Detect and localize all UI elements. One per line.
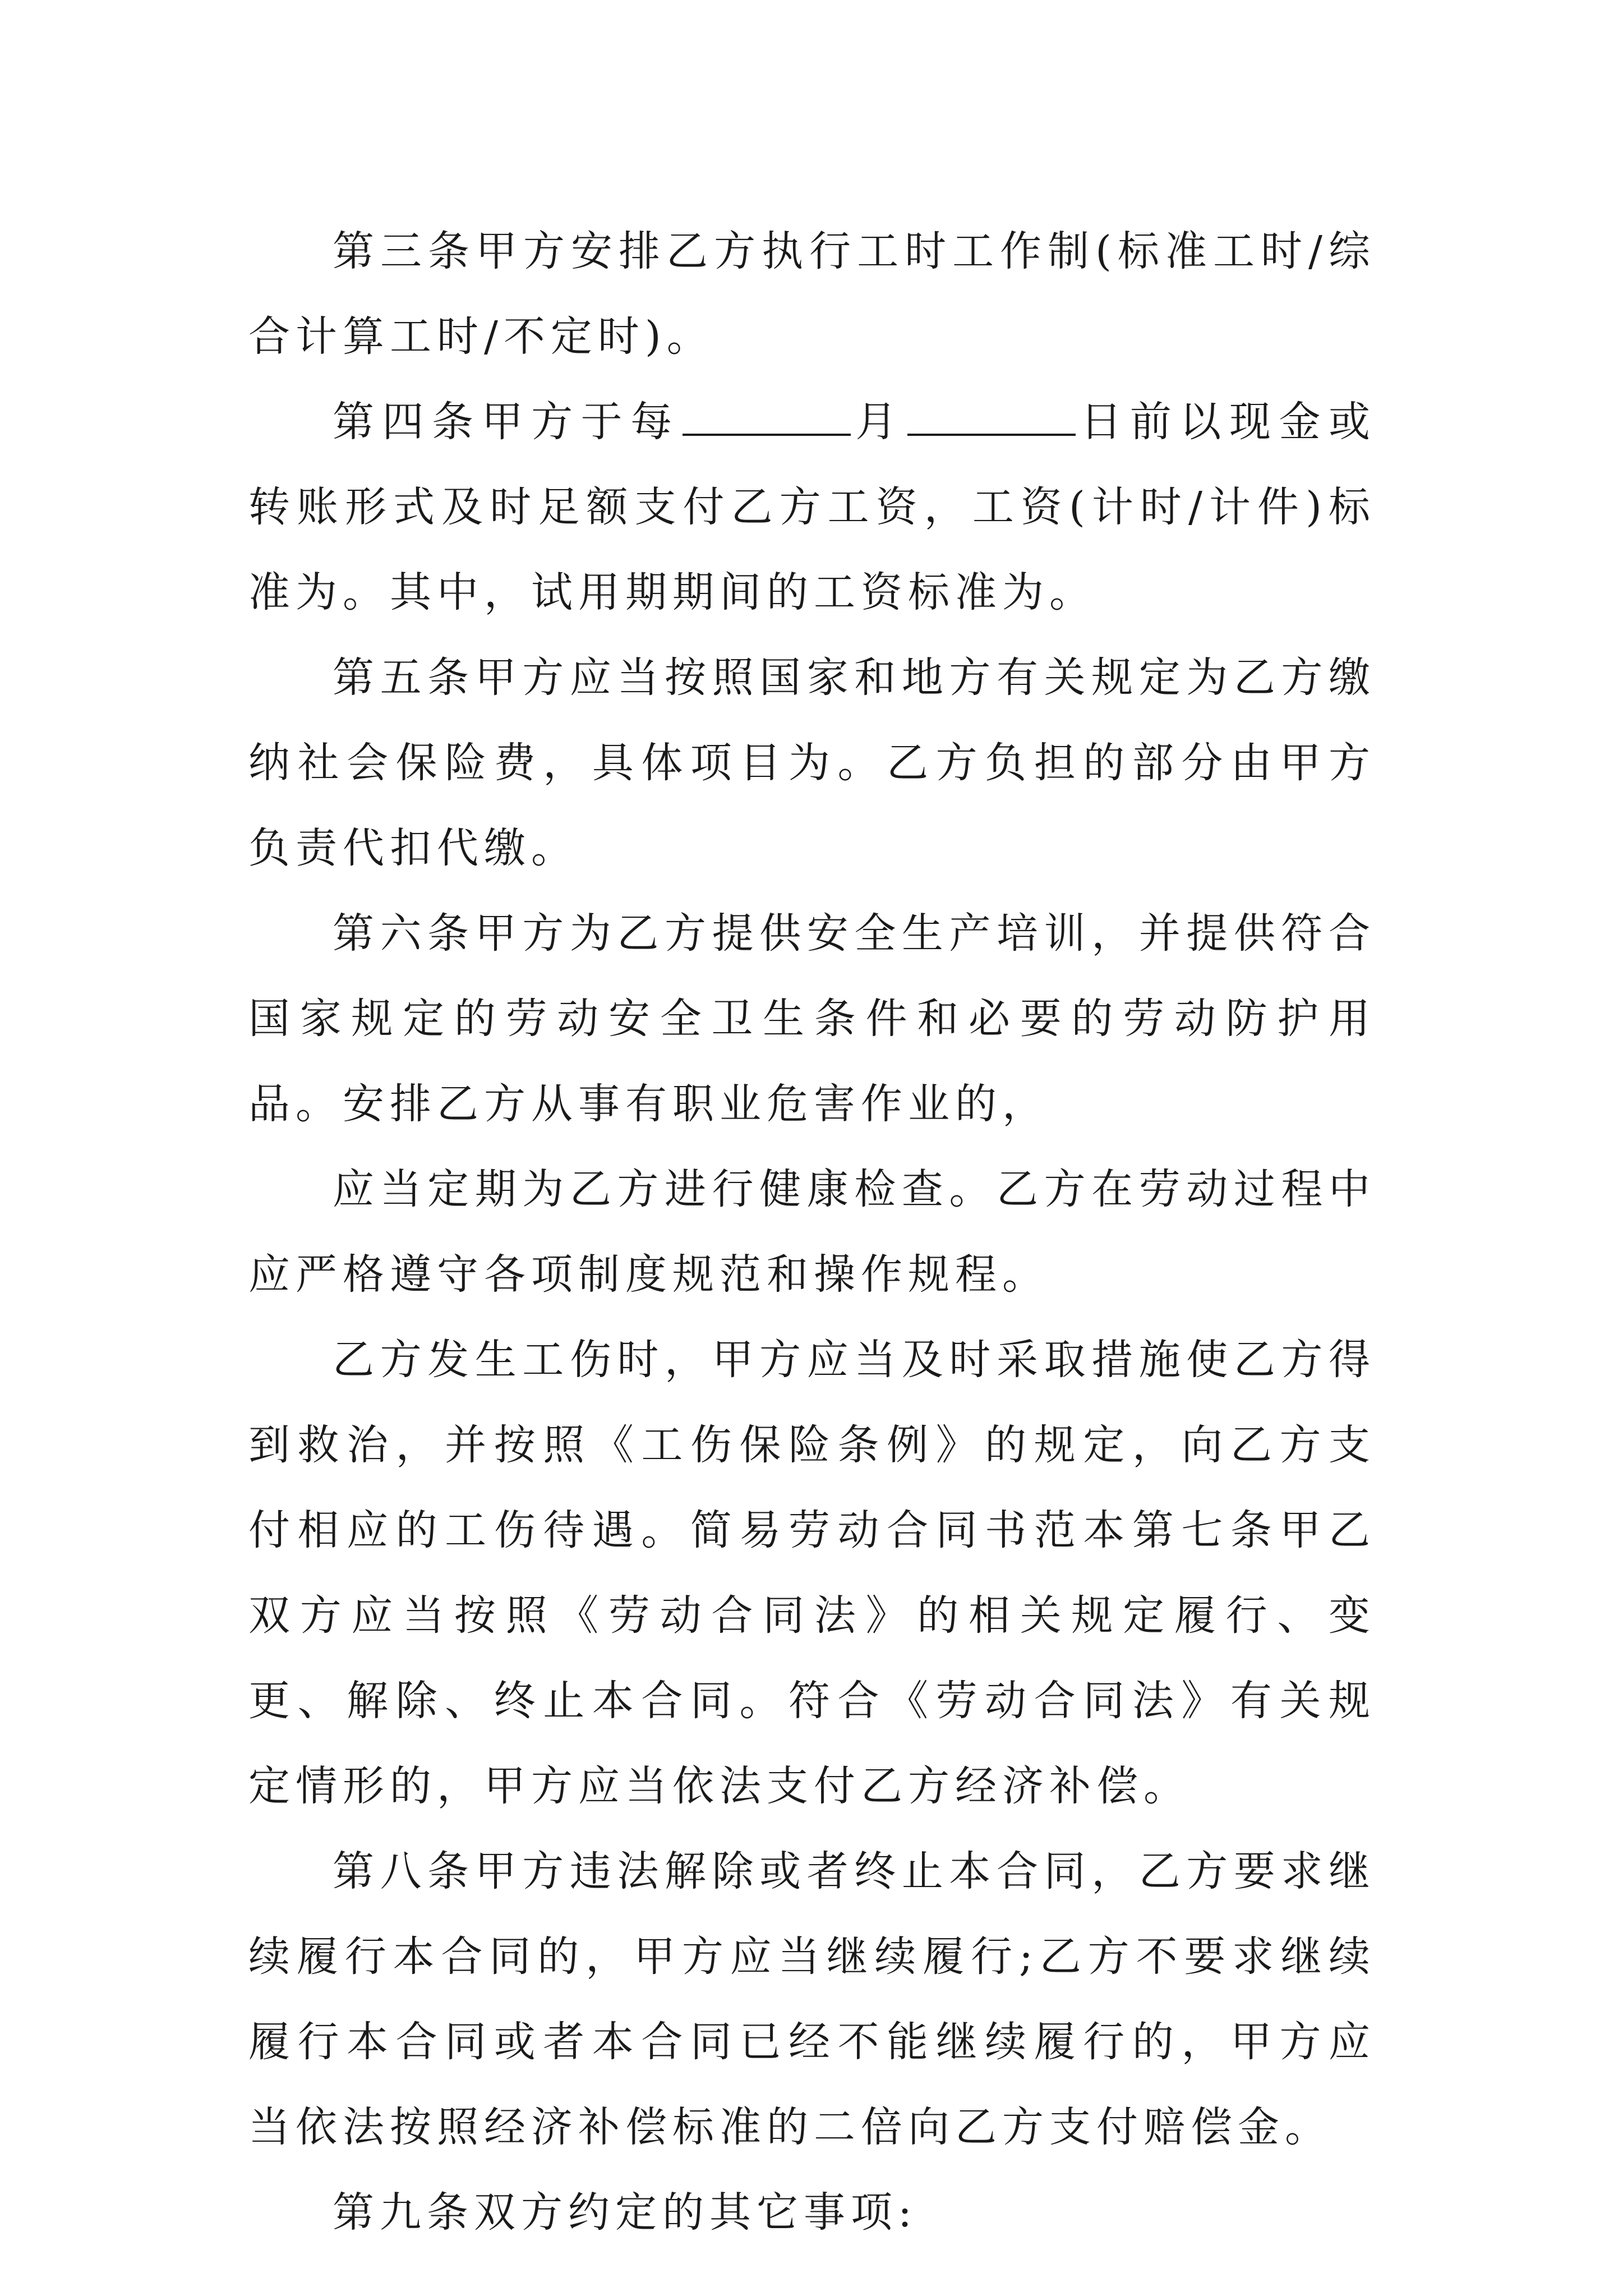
article-6-paragraph — [248, 891, 1376, 1147]
work-injury-text: 乙方发生工伤时，甲方应当及时采取措施使乙方得到救治，并按照《工伤保险条例》的规定，向乙方支付相应的工伤待遇。简易劳动合同书范本第七条甲乙双方应当按照《劳动合同法》的相关规定履行、变更、解除、终止本合同。符合《劳动合同法》有关规定情形的，甲方应当依法支付乙方经济补偿。 — [248, 1336, 1376, 1810]
article-4-text-start: 第四条甲方于每 — [333, 398, 680, 446]
month-blank-field[interactable] — [683, 400, 851, 436]
article-4-paragraph — [248, 379, 1376, 635]
article-8-paragraph — [248, 1829, 1376, 2170]
article-3-text: 第三条甲方安排乙方执行工时工作制(标准工时/综合计算工时/不定时)。 — [248, 227, 1376, 361]
article-9-paragraph — [248, 2170, 1376, 2255]
article-3-paragraph — [248, 209, 1376, 379]
article-4-text-end: 日前以现金或转账形式及时足额支付乙方工资，工资(计时/计件)标准为。其中，试用期期间的工资标准为。 — [248, 398, 1376, 616]
article-5-paragraph — [248, 635, 1376, 891]
article-6-continuation-paragraph — [248, 1147, 1376, 1317]
article-4-text-month: 月 — [852, 398, 905, 446]
article-6-text: 第六条甲方为乙方提供安全生产培训，并提供符合国家规定的劳动安全卫生条件和必要的劳动防护用品。安排乙方从事有职业危害作业的， — [248, 909, 1376, 1128]
article-8-text: 第八条甲方违法解除或者终止本合同，乙方要求继续履行本合同的，甲方应当继续履行;乙方不要求继续履行本合同或者本合同已经不能继续履行的，甲方应当依法按照经济补偿标准的二倍向乙方支付赔偿金。 — [248, 1847, 1376, 2151]
article-6-continuation-text: 应当定期为乙方进行健康检查。乙方在劳动过程中应严格遵守各项制度规范和操作规程。 — [248, 1165, 1376, 1299]
day-blank-field[interactable] — [907, 400, 1076, 436]
article-9-text: 第九条双方约定的其它事项: — [333, 2188, 917, 2237]
document-body — [248, 209, 1376, 2255]
work-injury-paragraph — [248, 1317, 1376, 1829]
article-5-text: 第五条甲方应当按照国家和地方有关规定为乙方缴纳社会保险费，具体项目为。乙方负担的部分由甲方负责代扣代缴。 — [248, 654, 1376, 872]
